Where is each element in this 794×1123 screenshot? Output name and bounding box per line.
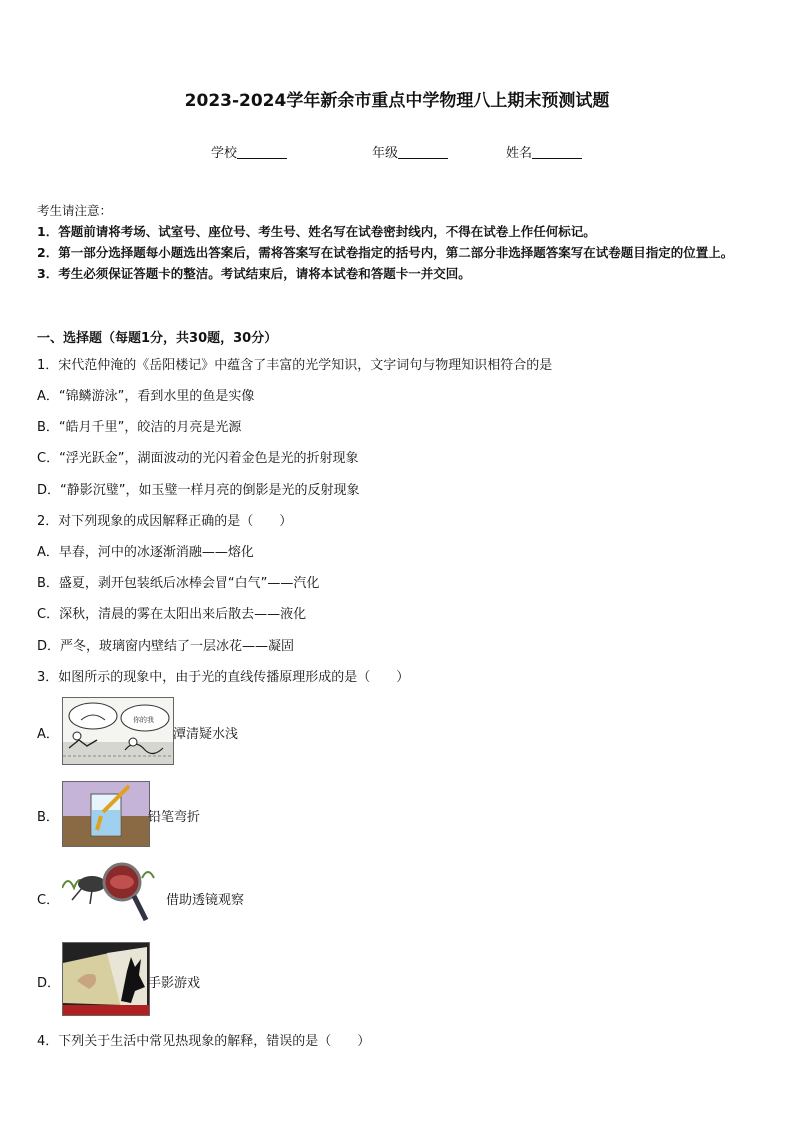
notice-item: 3．考生必须保证答题卡的整洁。考试结束后，请将本试卷和答题卡一并交回。 (37, 266, 471, 281)
option-d[interactable]: D．严冬，玻璃窗内壁结了一层冰花——凝固 (37, 639, 295, 654)
name-blank[interactable] (532, 146, 582, 159)
pencil-glass-drawing (63, 782, 149, 846)
magnifier-drawing (62, 858, 162, 930)
notice-item: 1．答题前请将考场、试室号、座位号、考生号、姓名写在试卷密封线内，不得在试卷上作任何标记。 (37, 224, 596, 239)
option-a[interactable]: A．“锦鳞游泳”，看到水里的鱼是实像 (37, 389, 255, 404)
question-stem: 3．如图所示的现象中，由于光的直线传播原理形成的是（ ） (37, 670, 410, 685)
school-blank[interactable] (237, 146, 287, 159)
option-c-label[interactable]: C． (37, 893, 60, 908)
option-a-label[interactable]: A． (37, 727, 59, 742)
question-stem: 4．下列关于生活中常见热现象的解释，错误的是（ ） (37, 1034, 371, 1049)
notice-block (37, 200, 759, 284)
question-stem: 2．对下列现象的成因解释正确的是（ ） (37, 514, 293, 529)
section-title: 一、选择题（每题1分，共30题，30分） (37, 331, 278, 346)
notice-head: 考生请注意： (37, 203, 113, 218)
school-field (211, 142, 287, 161)
option-d[interactable]: D．“静影沉璧”，如玉璧一样月亮的倒影是光的反射现象 (37, 483, 360, 498)
cartoon-bubble-text: 你的我 (133, 716, 154, 724)
option-d-label[interactable]: D． (37, 976, 61, 991)
option-b-text: 铅笔弯折 (148, 810, 201, 825)
notice-item: 2．第一部分选择题每小题选出答案后，需将答案写在试卷指定的括号内，第二部分非选择题答案写在试卷题目指定的位置上。 (37, 245, 734, 260)
name-label: 姓名 (506, 146, 533, 161)
page-title: 2023-2024学年新余市重点中学物理八上期末预测试题 (184, 91, 610, 111)
magnifier-image (62, 858, 162, 930)
name-field (506, 142, 582, 161)
grade-field (372, 142, 448, 161)
option-c-text: 借助透镜观察 (166, 893, 245, 908)
pencil-glass-image (62, 781, 150, 847)
grade-label: 年级 (372, 146, 399, 161)
option-b[interactable]: B．盛夏，剥开包装纸后冰棒会冒“白气”——汽化 (37, 576, 320, 591)
option-b-label[interactable]: B． (37, 810, 59, 825)
option-b[interactable]: B．“皓月千里”，皎洁的月亮是光源 (37, 420, 242, 435)
option-c[interactable]: C．“浮光跃金”，湖面波动的光闪着金色是光的折射现象 (37, 451, 359, 466)
option-c[interactable]: C．深秋，清晨的雾在太阳出来后散去——液化 (37, 607, 307, 622)
hand-shadow-image (62, 942, 150, 1016)
option-d-text: 手影游戏 (148, 976, 201, 991)
option-a[interactable]: A．早春，河中的冰逐渐消融——熔化 (37, 545, 254, 560)
grade-blank[interactable] (398, 146, 448, 159)
school-label: 学校 (211, 146, 238, 161)
hand-shadow-drawing (63, 943, 149, 1015)
cartoon-drawing (63, 698, 173, 764)
option-a-text: 潭清疑水浅 (173, 727, 239, 742)
question-stem: 1．宋代范仲淹的《岳阳楼记》中蕴含了丰富的光学知识，文字词句与物理知识相符合的是 (37, 358, 553, 373)
cartoon-image (62, 697, 174, 765)
